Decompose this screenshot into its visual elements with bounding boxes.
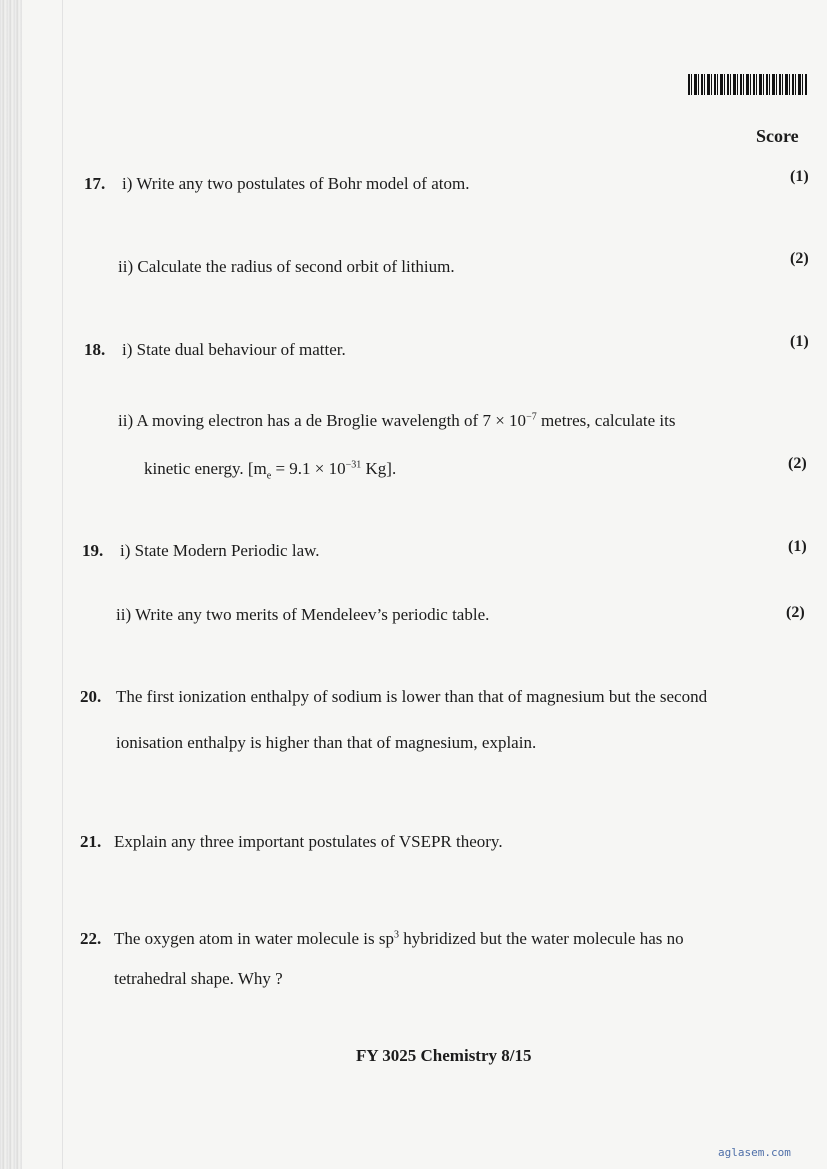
question-18-ii-mark: (2) [788, 455, 807, 472]
question-number: 18. [84, 340, 106, 359]
question-20-line1: 20. The first ionization enthalpy of sodium is lower than that of magnesium but the second [80, 687, 708, 706]
question-19-i-mark: (1) [788, 538, 807, 555]
barcode [688, 74, 808, 95]
page-footer: FY 3025 Chemistry 8/15 [356, 1046, 532, 1065]
question-number: 19. [82, 541, 104, 560]
watermark: aglasem.com [718, 1146, 791, 1159]
page-margin-line [62, 0, 63, 1169]
question-22-line1: 22. The oxygen atom in water molecule is $sp^3$ hybridized but the water molecule has no [80, 929, 684, 948]
question-19-ii-mark: (2) [786, 604, 805, 621]
question-19-part-i: 19. i) State Modern Periodic law. [82, 541, 320, 560]
question-number: 20. [80, 687, 102, 706]
question-22-line2: tetrahedral shape. Why ? [114, 969, 283, 988]
book-binding-edge [0, 0, 22, 1169]
question-19-part-ii: ii) Write any two merits of Mendeleev’s periodic table. [116, 605, 490, 624]
question-number: 22. [80, 929, 102, 948]
question-21: 21. Explain any three important postulates of VSEPR theory. [80, 832, 503, 851]
score-column-heading: Score [756, 126, 799, 146]
question-17-i-mark: (1) [790, 168, 809, 185]
question-number: 17. [84, 174, 106, 193]
question-18-part-ii-line2: kinetic energy. [$m_e = 9.1 \times 10^{-31}$ Kg]. [144, 459, 397, 482]
question-number: 21. [80, 832, 102, 851]
question-18-i-mark: (1) [790, 333, 809, 350]
question-17-part-ii: ii) Calculate the radius of second orbit of lithium. [118, 257, 455, 276]
question-18-part-i: 18. i) State dual behaviour of matter. [84, 340, 346, 359]
question-17-part-i: 17. i) Write any two postulates of Bohr model of atom. [84, 174, 470, 193]
question-20-line2: ionisation enthalpy is higher than that of magnesium, explain. [116, 733, 537, 752]
question-18-part-ii-line1: ii) A moving electron has a de Broglie wavelength of $7 \times 10^{-7}$ metres, calculate its [118, 411, 676, 430]
question-17-ii-mark: (2) [790, 250, 809, 267]
